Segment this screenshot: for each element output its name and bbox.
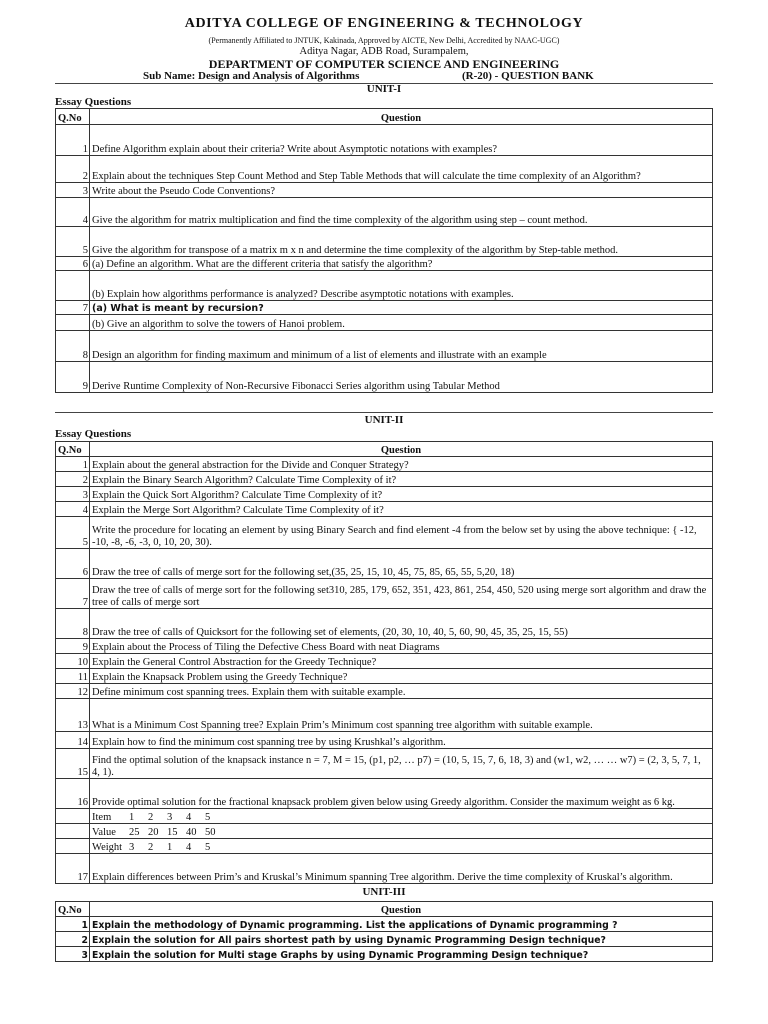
- table-row: [56, 156, 713, 183]
- knapsack-values: Value 25 20 15 40 50: [90, 824, 713, 839]
- table-header-row: [56, 902, 713, 917]
- question-number: 16: [56, 779, 90, 809]
- question-text: Explain about the techniques Step Count Method and Step Table Methods that will calculate the time complexity of an Algorithm?: [90, 156, 713, 183]
- table-row: [56, 917, 713, 932]
- question-number: [56, 315, 90, 331]
- unit1-title: UNIT-I: [366, 83, 402, 95]
- question-number: 6: [56, 549, 90, 579]
- question-number: 9: [56, 639, 90, 654]
- knapsack-weights: Weight 3 2 1 4 5: [90, 839, 713, 854]
- table-row: [56, 502, 713, 517]
- college-name: ADITYA COLLEGE OF ENGINEERING & TECHNOLOGY: [184, 16, 584, 31]
- question-number: 14: [56, 732, 90, 749]
- table-row: [56, 947, 713, 962]
- question-number: 3: [56, 183, 90, 198]
- table-row: [56, 779, 713, 809]
- unit2-title: UNIT-II: [364, 414, 404, 426]
- table-row: [56, 549, 713, 579]
- question-number: 1: [56, 917, 90, 932]
- table-row: [56, 749, 713, 779]
- table-row: [56, 654, 713, 669]
- question-number: 13: [56, 699, 90, 732]
- table-row: [56, 732, 713, 749]
- table-row: [56, 331, 713, 362]
- table-row: [56, 684, 713, 699]
- college-address: Aditya Nagar, ADB Road, Surampalem,: [299, 46, 469, 57]
- qno-header: Q.No: [56, 902, 90, 917]
- question-number: 1: [56, 125, 90, 156]
- unit1-essay-label: Essay Questions: [55, 96, 132, 108]
- table-header-row: [56, 109, 713, 125]
- question-text: Write the procedure for locating an element by using Binary Search and find element -4 from the below set by using the above technique: { -12, -10, -8, -6, -3, 0, 10, 20, 30).: [90, 517, 713, 549]
- question-number: 11: [56, 669, 90, 684]
- question-text: Explain the Merge Sort Algorithm? Calculate Time Complexity of it?: [90, 502, 713, 517]
- question-text: Give the algorithm for transpose of a matrix m x n and determine the time complexity of the algorithm by Step-table method.: [90, 227, 713, 257]
- unit2-question-table: [55, 441, 713, 884]
- table-row: [56, 932, 713, 947]
- question-text: Derive Runtime Complexity of Non-Recursive Fibonacci Series algorithm using Tabular Method: [90, 362, 713, 393]
- question-text: Explain about the Process of Tiling the Defective Chess Board with neat Diagrams: [90, 639, 713, 654]
- question-header: Question: [90, 109, 713, 125]
- question-text: What is a Minimum Cost Spanning tree? Explain Prim’s Minimum cost spanning tree algorithm with suitable example.: [90, 699, 713, 732]
- table-row: [56, 301, 713, 315]
- table-row: [56, 271, 713, 301]
- question-text: Explain how to find the minimum cost spanning tree by using Krushkal’s algorithm.: [90, 732, 713, 749]
- unit2-divider: [55, 412, 713, 413]
- question-text: Find the optimal solution of the knapsack instance n = 7, M = 15, (p1, p2, … p7) = (10, 5, 15, 7, 6, 18, 3) and (w1, w2, … … w7) = (2, 3, 5, 7, 1, 4, 1).: [90, 749, 713, 779]
- question-text: Define Algorithm explain about their criteria? Write about Asymptotic notations with examples?: [90, 125, 713, 156]
- table-header-row: [56, 442, 713, 457]
- affiliation-note: (Permanently Affiliated to JNTUK, Kakinada, Approved by AICTE, New Delhi, Accredited by NAAC-UGC): [208, 36, 560, 45]
- question-number: [56, 271, 90, 301]
- question-text: Explain about the general abstraction for the Divide and Conquer Strategy?: [90, 457, 713, 472]
- knapsack-item-row: [56, 809, 713, 824]
- question-number: 6: [56, 257, 90, 271]
- question-number: 8: [56, 609, 90, 639]
- question-text: Explain the Binary Search Algorithm? Calculate Time Complexity of it?: [90, 472, 713, 487]
- question-number: 2: [56, 472, 90, 487]
- question-text: Draw the tree of calls of merge sort for the following set,(35, 25, 15, 10, 45, 75, 85, 65, 55, 5,20, 18): [90, 549, 713, 579]
- question-number: 8: [56, 331, 90, 362]
- question-number: 5: [56, 517, 90, 549]
- question-text: Explain the General Control Abstraction for the Greedy Technique?: [90, 654, 713, 669]
- table-row: [56, 487, 713, 502]
- question-text: (a) What is meant by recursion?: [90, 301, 713, 315]
- question-number: 4: [56, 502, 90, 517]
- table-row: [56, 517, 713, 549]
- table-row: [56, 699, 713, 732]
- question-number: 7: [56, 579, 90, 609]
- question-text: Design an algorithm for finding maximum and minimum of a list of elements and illustrate with an example: [90, 331, 713, 362]
- table-row: [56, 362, 713, 393]
- question-text: Draw the tree of calls of merge sort for the following set310, 285, 179, 652, 351, 423, 861, 254, 450, 520 using merge sort algorithm and draw the tree of calls of merge sort: [90, 579, 713, 609]
- table-row: [56, 457, 713, 472]
- qno-header: Q.No: [56, 442, 90, 457]
- question-text: Explain the methodology of Dynamic programming. List the applications of Dynamic programming ?: [90, 917, 713, 932]
- question-number: 2: [56, 932, 90, 947]
- question-number: 7: [56, 301, 90, 315]
- question-number: 4: [56, 198, 90, 227]
- question-text: Explain the solution for All pairs shortest path by using Dynamic Programming Design technique?: [90, 932, 713, 947]
- question-number: 1: [56, 457, 90, 472]
- question-text: Explain the Knapsack Problem using the Greedy Technique?: [90, 669, 713, 684]
- table-row: [56, 315, 713, 331]
- table-row: [56, 257, 713, 271]
- table-row: [56, 854, 713, 884]
- knapsack-weight-row: [56, 839, 713, 854]
- question-text: (b) Explain how algorithms performance is analyzed? Describe asymptotic notations with examples.: [90, 271, 713, 301]
- question-number: 12: [56, 684, 90, 699]
- subject-name: Sub Name: Design and Analysis of Algorithms: [143, 70, 360, 82]
- table-row: [56, 198, 713, 227]
- question-number: 10: [56, 654, 90, 669]
- question-number: 3: [56, 487, 90, 502]
- question-number: 5: [56, 227, 90, 257]
- question-text: Define minimum cost spanning trees. Explain them with suitable example.: [90, 684, 713, 699]
- question-text: Draw the tree of calls of Quicksort for the following set of elements, (20, 30, 10, 40, 5, 60, 90, 45, 35, 25, 15, 55): [90, 609, 713, 639]
- table-row: [56, 183, 713, 198]
- unit2-essay-label: Essay Questions: [55, 428, 132, 440]
- question-text: Explain the solution for Multi stage Graphs by using Dynamic Programming Design technique?: [90, 947, 713, 962]
- question-text: Explain the Quick Sort Algorithm? Calculate Time Complexity of it?: [90, 487, 713, 502]
- unit3-title: UNIT-III: [362, 886, 406, 898]
- question-number: 15: [56, 749, 90, 779]
- knapsack-items: Item 1 2 3 4 5: [90, 809, 713, 824]
- question-text: (b) Give an algorithm to solve the towers of Hanoi problem.: [90, 315, 713, 331]
- question-number: 17: [56, 854, 90, 884]
- unit1-question-table: [55, 108, 713, 393]
- question-header: Question: [90, 442, 713, 457]
- department-name: DEPARTMENT OF COMPUTER SCIENCE AND ENGINEERING: [208, 57, 560, 71]
- qno-header: Q.No: [56, 109, 90, 125]
- knapsack-value-row: [56, 824, 713, 839]
- question-text: Provide optimal solution for the fractional knapsack problem given below using Greedy algorithm. Consider the maximum weight as 6 kg.: [90, 779, 713, 809]
- question-text: Write about the Pseudo Code Conventions?: [90, 183, 713, 198]
- question-text: (a) Define an algorithm. What are the different criteria that satisfy the algorithm?: [90, 257, 713, 271]
- question-number: 2: [56, 156, 90, 183]
- unit3-question-table: [55, 901, 713, 962]
- table-row: [56, 669, 713, 684]
- table-row: [56, 579, 713, 609]
- regulation-label: (R-20) - QUESTION BANK: [462, 70, 594, 82]
- question-text: Give the algorithm for matrix multiplication and find the time complexity of the algorithm using step – count method.: [90, 198, 713, 227]
- question-header: Question: [90, 902, 713, 917]
- table-row: [56, 472, 713, 487]
- question-text: Explain differences between Prim’s and Kruskal’s Minimum spanning Tree algorithm. Derive the time complexity of Kruskal’s algorithm.: [90, 854, 713, 884]
- table-row: [56, 609, 713, 639]
- table-row: [56, 639, 713, 654]
- question-number: 3: [56, 947, 90, 962]
- question-number: 9: [56, 362, 90, 393]
- table-row: [56, 227, 713, 257]
- table-row: [56, 125, 713, 156]
